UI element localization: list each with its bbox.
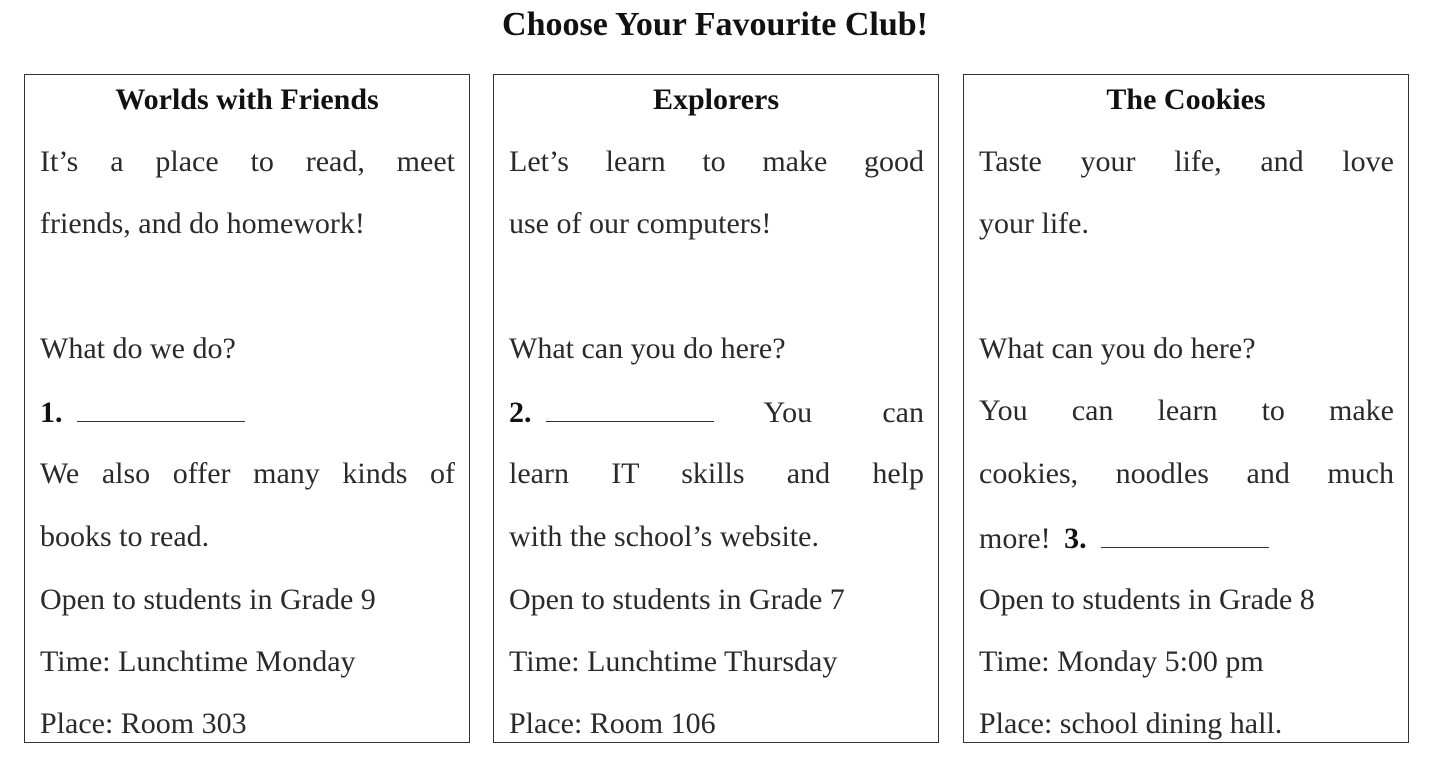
club-detail-line: You can learn to make [979, 394, 1394, 427]
club-detail-line: cookies, noodles and much [979, 457, 1394, 490]
answer-blank-row [40, 391, 455, 431]
club-detail-line: with the school’s website. [509, 520, 819, 553]
blank-number: 3. [1064, 522, 1087, 555]
club-intro-line: your life. [979, 207, 1089, 240]
page-title: Choose Your Favourite Club! [502, 6, 928, 43]
answer-blank-2[interactable] [546, 391, 714, 422]
club-question: What can you do here? [979, 332, 1256, 365]
club-card-worlds-with-friends [24, 74, 470, 743]
answer-blank-row [979, 517, 1394, 557]
blank-number: 2. [509, 396, 532, 429]
club-name: The Cookies [1106, 83, 1266, 116]
club-place: Place: school dining hall. [979, 707, 1283, 740]
blank-number: 1. [40, 396, 63, 429]
club-question: What can you do here? [509, 332, 786, 365]
club-detail-line: books to read. [40, 520, 210, 553]
answer-blank-3[interactable] [1101, 517, 1269, 548]
club-time: Time: Lunchtime Thursday [509, 645, 838, 678]
club-time: Time: Monday 5:00 pm [979, 645, 1264, 678]
club-name: Explorers [652, 83, 780, 116]
club-open-to: Open to students in Grade 8 [979, 583, 1315, 616]
answer-blank-row [509, 391, 924, 431]
club-intro-line: use of our computers! [509, 207, 772, 240]
club-time: Time: Lunchtime Monday [40, 645, 356, 678]
club-intro-line: It’s a place to read, meet [40, 145, 455, 178]
club-open-to: Open to students in Grade 9 [40, 583, 376, 616]
club-intro-line: Let’s learn to make good [509, 145, 924, 178]
club-name: Worlds with Friends [115, 83, 379, 116]
answer-blank-1[interactable] [77, 391, 245, 422]
club-intro-line: Taste your life, and love [979, 145, 1394, 178]
club-place: Place: Room 106 [509, 707, 716, 740]
club-card-the-cookies [963, 74, 1409, 743]
club-place: Place: Room 303 [40, 707, 247, 740]
club-detail-head: more! [979, 522, 1051, 555]
club-detail-line: We also offer many kinds of [40, 457, 455, 490]
club-card-explorers [493, 74, 939, 743]
club-question: What do we do? [40, 332, 236, 365]
club-detail-tail: You can [763, 396, 924, 429]
club-intro-line: friends, and do homework! [40, 207, 365, 240]
club-open-to: Open to students in Grade 7 [509, 583, 845, 616]
answer-blank-group [509, 391, 714, 431]
club-detail-line: learn IT skills and help [509, 457, 924, 490]
